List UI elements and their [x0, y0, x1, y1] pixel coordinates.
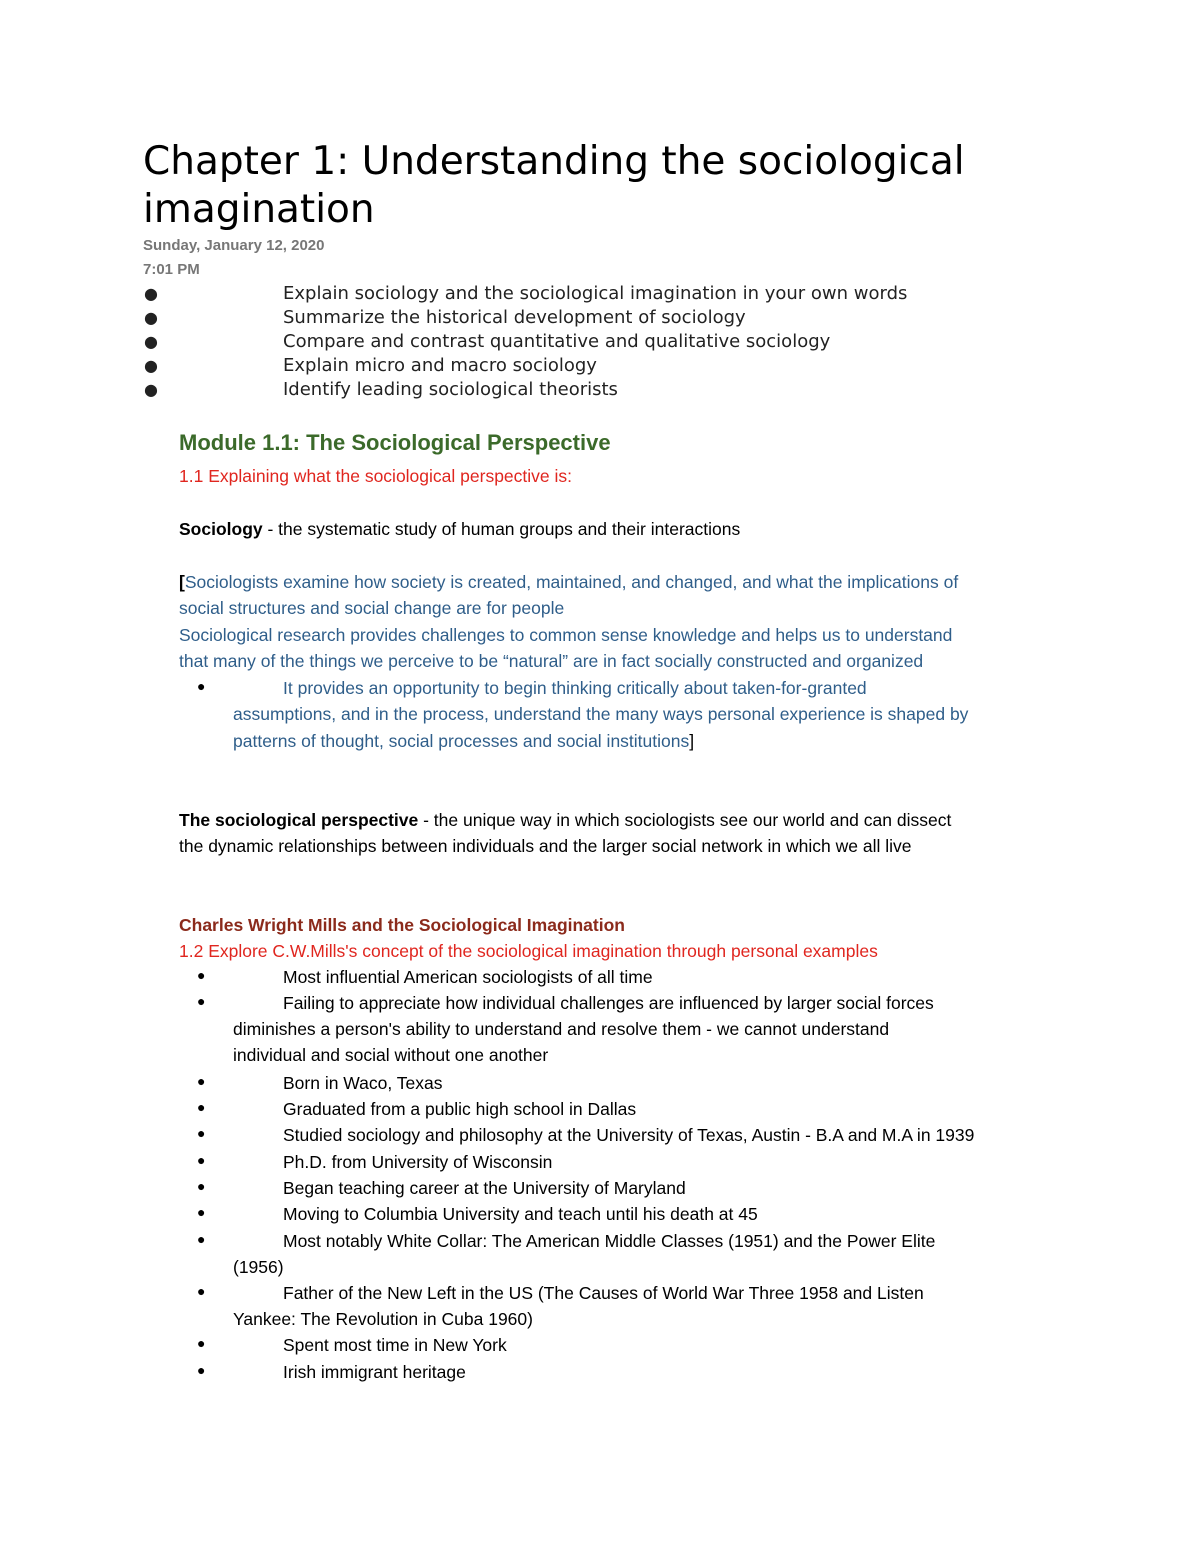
bullet-icon: ●: [197, 1152, 206, 1168]
note-line: social structures and social change are for people: [179, 598, 565, 618]
bullet-icon: ●: [197, 1335, 206, 1351]
list-item: Failing to appreciate how individual challenges are influenced by larger social forces: [283, 993, 934, 1013]
bullet-icon: ●: [197, 1178, 206, 1194]
list-item: individual and social without one another: [233, 1045, 549, 1065]
list-item: diminishes a person's ability to understand and resolve them - we cannot understand: [233, 1019, 890, 1039]
definition-sociology: Sociology - the systematic study of human groups and their interactions: [179, 519, 741, 539]
note-line: [Sociologists examine how society is created, maintained, and changed, and what the implications of: [179, 572, 959, 592]
list-item: Yankee: The Revolution in Cuba 1960): [233, 1309, 533, 1329]
section-subheading: 1.1 Explaining what the sociological perspective is:: [179, 466, 572, 486]
bullet-icon: ●: [144, 308, 158, 327]
bullet-icon: ●: [197, 1231, 206, 1247]
document-page: Chapter 1: Understanding the sociological imagination Sunday, January 12, 2020 7:01 PM ● Explain sociology and the sociological imagination in your own words ● Summarize the historical development of sociology ● Compare and contrast quantitative and qualitative sociology ● Explain micro and macro sociology ● Identify leading sociological theorists Module 1.1: The Sociological Perspective 1.1 Explaining what the sociological perspective is: Sociology - the systematic study of human groups and their interactions [Sociologists examine how society is created, maintained, and changed, and what the implications of social structures and social change are for people Sociological research provides challenges to common sense knowledge and helps us to understand that many of the things we perceive to be “natural” are in fact socially constructed and organized ● It provides an opportunity to begin thinking critically about taken-for-granted assumptions, and in the process, understand the many ways personal experience is shaped by patterns of thought, social processes and social institutions] The sociological perspective - the unique way in which sociologists see our world and can dissect the dynamic relationships between individuals and the larger social network in which we all live Charles Wright Mills and the Sociological Imagination 1.2 Explore C.W.Mills's concept of the sociological imagination through personal examples ● Most influential American sociologists of all time ● Failing to appreciate how individual challenges are influenced by larger social forces diminishes a person's ability to understand and resolve them - we cannot understand individual and social without one another ● Born in Waco, Texas ● Graduated from a public high school in Dallas ● Studied sociology and philosophy at the University of Texas, Austin - B.A and M.A in 1939 ● Ph.D. from University of Wisconsin ● Began teaching career at the University of Maryland ● Moving to Columbia University and teach until his death at 45 ● Most notably White Collar: The American Middle Classes (1951) and the Power Elite (1956) ● Father of the New Left in the US (The Causes of World War Three 1958 and Listen Yankee: The Revolution in Cuba 1960) ● Spent most time in New York ● Irish immigrant heritage: [0, 0, 1200, 1553]
bullet-icon: ●: [144, 332, 158, 351]
bullet-icon: ●: [197, 1283, 206, 1299]
definition-perspective-cont: the dynamic relationships between individuals and the larger social network in which we all live: [179, 836, 912, 856]
section-subheading: 1.2 Explore C.W.Mills's concept of the sociological imagination through personal examples: [179, 941, 878, 961]
note-bullet-line: patterns of thought, social processes and social institutions]: [233, 731, 695, 751]
note-date: Sunday, January 12, 2020: [143, 237, 325, 254]
list-item: Studied sociology and philosophy at the University of Texas, Austin - B.A and M.A in 1939: [283, 1125, 975, 1145]
list-item: Father of the New Left in the US (The Causes of World War Three 1958 and Listen: [283, 1283, 924, 1303]
list-item: Began teaching career at the University of Maryland: [283, 1178, 686, 1198]
module-heading: Module 1.1: The Sociological Perspective: [179, 430, 611, 455]
bullet-icon: ●: [197, 1125, 206, 1141]
list-item: Most notably White Collar: The American Middle Classes (1951) and the Power Elite: [283, 1231, 936, 1251]
list-item: Ph.D. from University of Wisconsin: [283, 1152, 553, 1172]
bullet-icon: ●: [144, 356, 158, 375]
mills-heading: Charles Wright Mills and the Sociological Imagination: [179, 915, 625, 935]
list-item: Moving to Columbia University and teach until his death at 45: [283, 1204, 758, 1224]
bullet-icon: ●: [144, 380, 158, 399]
note-line: Sociological research provides challenges to common sense knowledge and helps us to understand: [179, 625, 953, 645]
bullet-icon: ●: [197, 1362, 206, 1378]
list-item: Irish immigrant heritage: [283, 1362, 466, 1382]
note-time: 7:01 PM: [143, 261, 200, 278]
note-bullet-line: assumptions, and in the process, understand the many ways personal experience is shaped by: [233, 704, 969, 724]
page-title: Chapter 1: Understanding the sociological imagination: [143, 139, 965, 232]
list-item: (1956): [233, 1257, 284, 1277]
note-line: that many of the things we perceive to be “natural” are in fact socially constructed and organized: [179, 651, 924, 671]
bullet-icon: ●: [144, 284, 158, 303]
bullet-icon: ●: [197, 1073, 206, 1089]
bullet-icon: ●: [197, 1099, 206, 1115]
bullet-icon: ●: [197, 678, 206, 694]
list-item: Most influential American sociologists of all time: [283, 967, 653, 987]
bullet-icon: ●: [197, 967, 206, 983]
list-item: Born in Waco, Texas: [283, 1073, 443, 1093]
note-bullet-line: It provides an opportunity to begin thinking critically about taken-for-granted: [283, 678, 867, 698]
bullet-icon: ●: [197, 1204, 206, 1220]
bullet-icon: ●: [197, 993, 206, 1009]
list-item: Graduated from a public high school in Dallas: [283, 1099, 637, 1119]
definition-perspective: The sociological perspective - the unique way in which sociologists see our world and can dissect: [179, 810, 952, 830]
list-item: Spent most time in New York: [283, 1335, 507, 1355]
